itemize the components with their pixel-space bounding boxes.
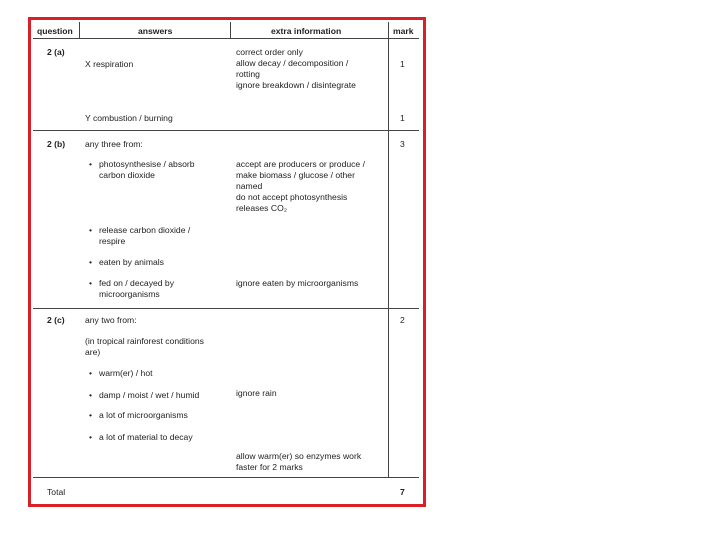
mark-scheme-table <box>33 22 419 502</box>
header-mark: mark <box>393 26 414 36</box>
answer-text: respire <box>99 236 126 246</box>
answer-bullet: • a lot of microorganisms <box>99 410 188 421</box>
header-answers: answers <box>138 26 173 36</box>
extra-text: releases CO₂ <box>236 203 288 213</box>
divider <box>79 22 80 38</box>
answer-text: (in tropical rainforest conditions <box>85 336 204 346</box>
extra-text: ignore rain <box>236 388 277 398</box>
divider <box>33 130 419 131</box>
answer-text: X respiration <box>85 59 134 69</box>
extra-text: do not accept photosynthesis <box>236 192 348 202</box>
extra-text: make biomass / glucose / other <box>236 170 355 180</box>
extra-text: allow decay / decomposition / <box>236 58 349 68</box>
question-label: 2 (c) <box>47 315 65 325</box>
answer-bullet: • warm(er) / hot <box>99 368 152 379</box>
question-label: 2 (a) <box>47 47 65 57</box>
extra-text: ignore breakdown / disintegrate <box>236 80 356 90</box>
extra-text: rotting <box>236 69 260 79</box>
answer-text: any three from: <box>85 139 143 149</box>
answer-text: any two from: <box>85 315 137 325</box>
mark-value: 1 <box>400 59 405 69</box>
divider <box>388 22 389 478</box>
divider <box>230 22 231 38</box>
answer-bullet: • eaten by animals <box>99 257 164 268</box>
extra-text: allow warm(er) so enzymes work <box>236 451 362 461</box>
extra-text: accept are producers or produce / <box>236 159 365 169</box>
extra-text: ignore eaten by microorganisms <box>236 278 359 288</box>
extra-text: correct order only <box>236 47 303 57</box>
extra-text: faster for 2 marks <box>236 462 303 472</box>
answer-bullet: • fed on / decayed by <box>99 278 174 289</box>
answer-text: Y combustion / burning <box>85 113 173 123</box>
mark-value: 2 <box>400 315 405 325</box>
answer-bullet: • damp / moist / wet / humid <box>99 390 199 401</box>
divider <box>33 38 419 39</box>
mark-value: 1 <box>400 113 405 123</box>
header-extra-information: extra information <box>271 26 342 36</box>
answer-text: are) <box>85 347 101 357</box>
answer-bullet: • a lot of material to decay <box>99 432 193 443</box>
answer-bullet: • photosynthesise / absorb <box>99 159 195 170</box>
question-label: 2 (b) <box>47 139 66 149</box>
answer-bullet: • release carbon dioxide / <box>99 225 190 236</box>
header-question: question <box>37 26 73 36</box>
divider <box>33 477 419 478</box>
answer-text: carbon dioxide <box>99 170 155 180</box>
total-mark: 7 <box>400 487 405 497</box>
mark-value: 3 <box>400 139 405 149</box>
divider <box>33 308 419 309</box>
total-label: Total <box>47 487 66 497</box>
extra-text: named <box>236 181 263 191</box>
answer-text: microorganisms <box>99 289 160 299</box>
